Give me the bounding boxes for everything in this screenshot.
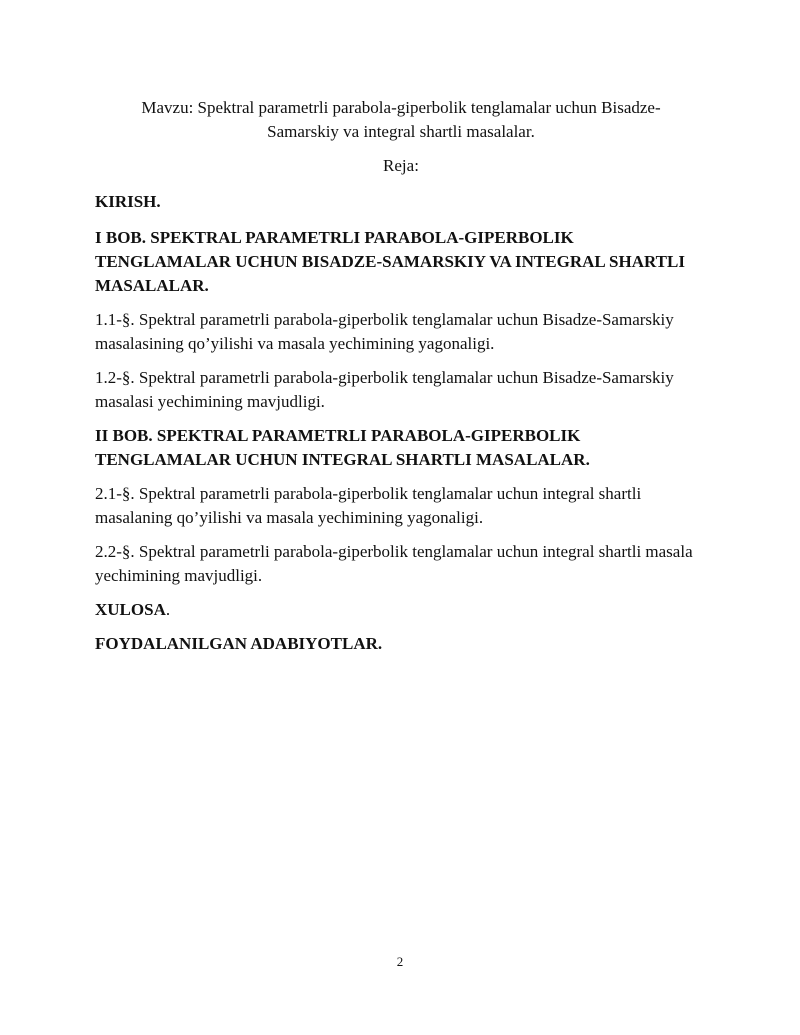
page-number: 2 xyxy=(396,954,404,969)
section-2-2: 2.2-§. Spektral parametrli parabola-giperbolik tenglamalar uchun integral shartli masala yechimining mavjudligi. xyxy=(95,542,693,585)
chapter1-heading: I BOB. SPEKTRAL PARAMETRLI PARABOLA-GIPERBOLIK TENGLAMALAR UCHUN BISADZE-SAMARSKIY VA INTEGRAL SHARTLI MASALALAR. xyxy=(95,228,685,295)
conclusion-heading xyxy=(95,598,707,622)
section-1-2: 1.2-§. Spektral parametrli parabola-giperbolik tenglamalar uchun Bisadze-Samarskiy masalasi yechimining mavjudligi. xyxy=(95,368,674,411)
section-1-1: 1.1-§. Spektral parametrli parabola-giperbolik tenglamalar uchun Bisadze-Samarskiy masalasining qo’yilishi va masala yechimining yagonaligi. xyxy=(95,310,674,353)
chapter2-heading: II BOB. SPEKTRAL PARAMETRLI PARABOLA-GIPERBOLIK TENGLAMALAR UCHUN INTEGRAL SHARTLI MASALALAR. xyxy=(95,426,590,469)
references-heading: FOYDALANILGAN ADABIYOTLAR. xyxy=(95,634,383,653)
section-2-1: 2.1-§. Spektral parametrli parabola-giperbolik tenglamalar uchun integral shartli masalaning qo’yilishi va masala yechimining yagonaligi. xyxy=(95,484,642,527)
page-content xyxy=(95,96,707,656)
plan-label: Reja: xyxy=(383,156,419,175)
conclusion-text: XULOSA xyxy=(95,600,166,619)
conclusion-period: . xyxy=(165,600,171,619)
topic-line: Mavzu: Spektral parametrli parabola-giperbolik tenglamalar uchun Bisadze-Samarskiy va integral shartli masalalar. xyxy=(141,98,661,141)
intro-heading: KIRISH. xyxy=(95,192,161,211)
